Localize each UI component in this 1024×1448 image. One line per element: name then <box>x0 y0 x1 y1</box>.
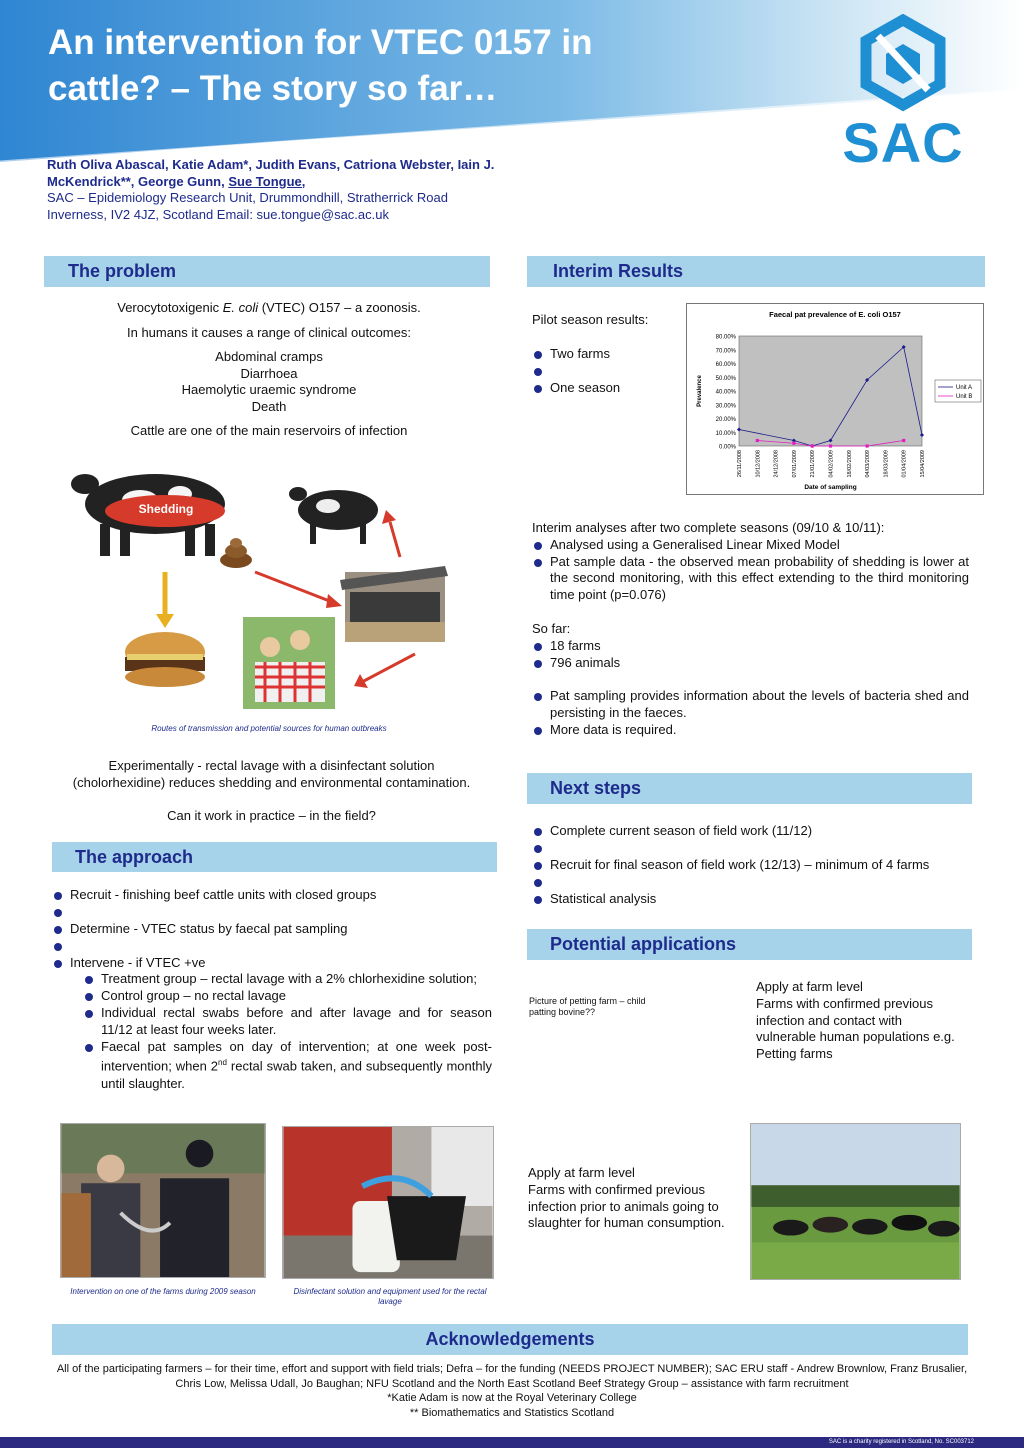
list-item: More data is required. <box>532 722 969 739</box>
data-point <box>829 444 832 447</box>
section-heading-interim: Interim Results <box>527 256 985 287</box>
spacer <box>532 840 972 857</box>
section-heading-applications: Potential applications <box>527 929 972 960</box>
y-tick-label: 60.00% <box>715 362 736 368</box>
authors-block <box>47 157 547 223</box>
x-tick-label: 04/03/2009 <box>865 450 872 478</box>
list-item: Determine - VTEC status by faecal pat sampling <box>52 921 492 938</box>
charity-text: SAC is a charity registered in Scotland, No. SC003712 <box>828 1439 974 1445</box>
list-item: 18 farms <box>532 638 969 655</box>
spacer <box>52 938 492 955</box>
section-heading-problem: The problem <box>44 256 490 287</box>
spacer <box>532 363 682 380</box>
section-heading-acknowledgements: Acknowledgements <box>52 1324 968 1355</box>
arrow-dung-to-barn <box>255 572 332 602</box>
y-tick-label: 0.00% <box>718 444 736 451</box>
data-point <box>756 439 759 442</box>
interim-analyses: Interim analyses after two complete seasons (09/10 & 10/11): Analysed using a Generalised Linear Mixed Model Pat sample data - the observed mean probability of shedding is lower at the second monitoring, with this effect extending to the third monitoring time point (p=0.076) So far: 18 farms 796 animals Pat sampling provides information about the levels of bacteria shed and persisting in the faeces. More data is required. <box>532 520 969 737</box>
affiliation-email-line: Inverness, IV2 4JZ, Scotland Email: sue.tongue@sac.ac.uk <box>47 206 389 222</box>
list-item: 796 animals <box>532 655 969 672</box>
equipment-photo <box>282 1126 494 1279</box>
barn-photo <box>340 566 448 642</box>
poster-title: An intervention for VTEC 0157 in cattle? – The story so far… <box>48 23 593 108</box>
dung-icon <box>220 538 252 568</box>
burger-photo <box>125 632 205 687</box>
spacer <box>52 904 492 921</box>
sub-list-item: Individual rectal swabs before and after lavage and for season 11/12 at least four weeks later. <box>83 1005 492 1039</box>
transmission-diagram <box>70 462 470 712</box>
x-tick-label: 18/02/2009 <box>846 450 853 478</box>
legend-label: Unit B <box>956 394 973 401</box>
spacer <box>532 874 972 891</box>
sub-list-item: Control group – no rectal lavage <box>83 988 492 1005</box>
list-item: Recruit for final season of field work (12/13) – minimum of 4 farms <box>532 857 972 874</box>
logo-text: SAC <box>842 111 964 174</box>
list-item: Statistical analysis <box>532 891 972 908</box>
chart-svg <box>687 304 983 494</box>
y-tick-label: 30.00% <box>715 403 736 410</box>
list-item: Two farms <box>532 346 682 363</box>
data-point <box>902 439 905 442</box>
y-tick-label: 50.00% <box>715 375 736 382</box>
y-tick-label: 20.00% <box>715 417 736 423</box>
shedding-label: Shedding <box>138 502 194 516</box>
problem-text: Verocytotoxigenic E. coli (VTEC) O157 – a zoonosis. In humans it causes a range of clinical outcomes: Abdominal cramps Diarrhoea Haemolytic uraemic syndrome Death Cattle are one of the main reservoirs of infection <box>117 300 421 438</box>
x-tick-label: 10/12/2008 <box>755 450 762 478</box>
list-item: Pat sample data - the observed mean probability of shedding is lower at the second monitoring, with this effect extending to the third monitoring time point (p=0.076) <box>532 554 969 604</box>
footer-bar <box>0 1437 1024 1448</box>
acknowledgements-text: All of the participating farmers – for their time, effort and support with field trials; Defra – for the funding (NEEDS PROJECT NUMBER); SAC ERU staff - Andrew Brownlow, Franz Brusalier, Chris Low, Melissa Udall, Jo Baughan; NFU Scotland and the North East Scotland Beef Strategy Group – assistance with farm recruitment *Katie Adam is now at the Royal Veterinary College ** Biomathematics and Statistics Scotland <box>56 1363 968 1419</box>
diagram-caption: Routes of transmission and potential sources for human outbreaks <box>151 724 387 733</box>
data-point <box>811 444 814 447</box>
arrow-barn-to-cow <box>390 522 400 557</box>
approach-list <box>52 887 492 1092</box>
list-item: Complete current season of field work (11/12) <box>532 823 972 840</box>
sac-logo <box>828 14 978 174</box>
prevalence-chart <box>686 303 984 495</box>
x-axis-label: Date of sampling <box>804 484 857 491</box>
next-steps-list <box>532 823 972 907</box>
y-tick-label: 80.00% <box>715 334 736 341</box>
x-tick-label: 07/01/2009 <box>791 450 798 478</box>
experimental-text: Experimentally - rectal lavage with a disinfectant solution (cholorhexidine) reduces shedding and environmental contamination. Can it work in practice – in the field? <box>72 758 471 823</box>
plot-area <box>739 336 922 446</box>
cow-icon-2 <box>289 487 378 544</box>
sub-list-item: Faecal pat samples on day of intervention; at one week post-intervention; when 2nd rectal swab taken, and subsequently monthly until slaughter. <box>83 1039 492 1093</box>
application-2: Apply at farm level Farms with confirmed previous infection prior to animals going to slaughter for human consumption. <box>528 1165 725 1231</box>
petting-farm-placeholder: Picture of petting farm – child patting bovine?? <box>529 996 646 1017</box>
picnic-photo <box>243 617 335 709</box>
list-item: Analysed using a Generalised Linear Mixed Model <box>532 537 969 554</box>
authors: Ruth Oliva Abascal, Katie Adam*, Judith Evans, Catriona Webster, Iain J. McKendrick**, George Gunn, <box>47 157 495 189</box>
author-underlined: Sue Tongue, <box>228 173 306 189</box>
x-tick-label: 24/12/2008 <box>773 450 780 478</box>
section-heading-approach: The approach <box>52 842 497 872</box>
data-point <box>792 442 795 445</box>
intervention-photo <box>60 1123 266 1278</box>
x-tick-label: 04/02/2009 <box>828 450 835 478</box>
list-item: Pat sampling provides information about the levels of bacteria shed and persisting in the faeces. <box>532 688 969 722</box>
x-tick-label: 01/04/2009 <box>901 450 908 478</box>
list-item: Intervene - if VTEC +ve <box>52 955 492 972</box>
pilot-results: Pilot season results: Two farms One season <box>532 312 682 396</box>
application-1: Apply at farm level Farms with confirmed previous infection and contact with vulnerable human populations e.g. Petting farms <box>756 979 955 1062</box>
sac-hexagon-icon <box>828 14 978 114</box>
list-item: One season <box>532 380 682 397</box>
y-tick-label: 40.00% <box>715 389 736 396</box>
affiliation-line: SAC – Epidemiology Research Unit, Drummondhill, Stratherrick Road <box>47 190 448 205</box>
x-tick-label: 18/03/2009 <box>883 450 890 478</box>
section-heading-next-steps: Next steps <box>527 773 972 804</box>
x-tick-label: 15/04/2009 <box>920 450 926 478</box>
y-axis-label: Prevalence <box>697 375 703 407</box>
y-tick-label: 70.00% <box>715 348 736 355</box>
chart-title: Faecal pat prevalence of E. coli O157 <box>769 310 901 319</box>
photo1-caption: Intervention on one of the farms during 2009 season <box>70 1287 256 1296</box>
list-item: Recruit - finishing beef cattle units with closed groups <box>52 887 492 904</box>
legend-label: Unit A <box>956 385 973 392</box>
photo2-caption: Disinfectant solution and equipment used for the rectal lavage <box>293 1287 487 1306</box>
arrow-barn-to-picnic <box>362 654 415 682</box>
x-tick-label: 26/11/2008 <box>737 450 743 478</box>
cattle-field-photo <box>750 1123 961 1280</box>
x-tick-label: 21/01/2009 <box>810 450 817 478</box>
sub-list-item: Treatment group – rectal lavage with a 2% chlorhexidine solution; <box>83 971 492 988</box>
y-tick-label: 10.00% <box>715 430 736 437</box>
data-point <box>866 444 869 447</box>
